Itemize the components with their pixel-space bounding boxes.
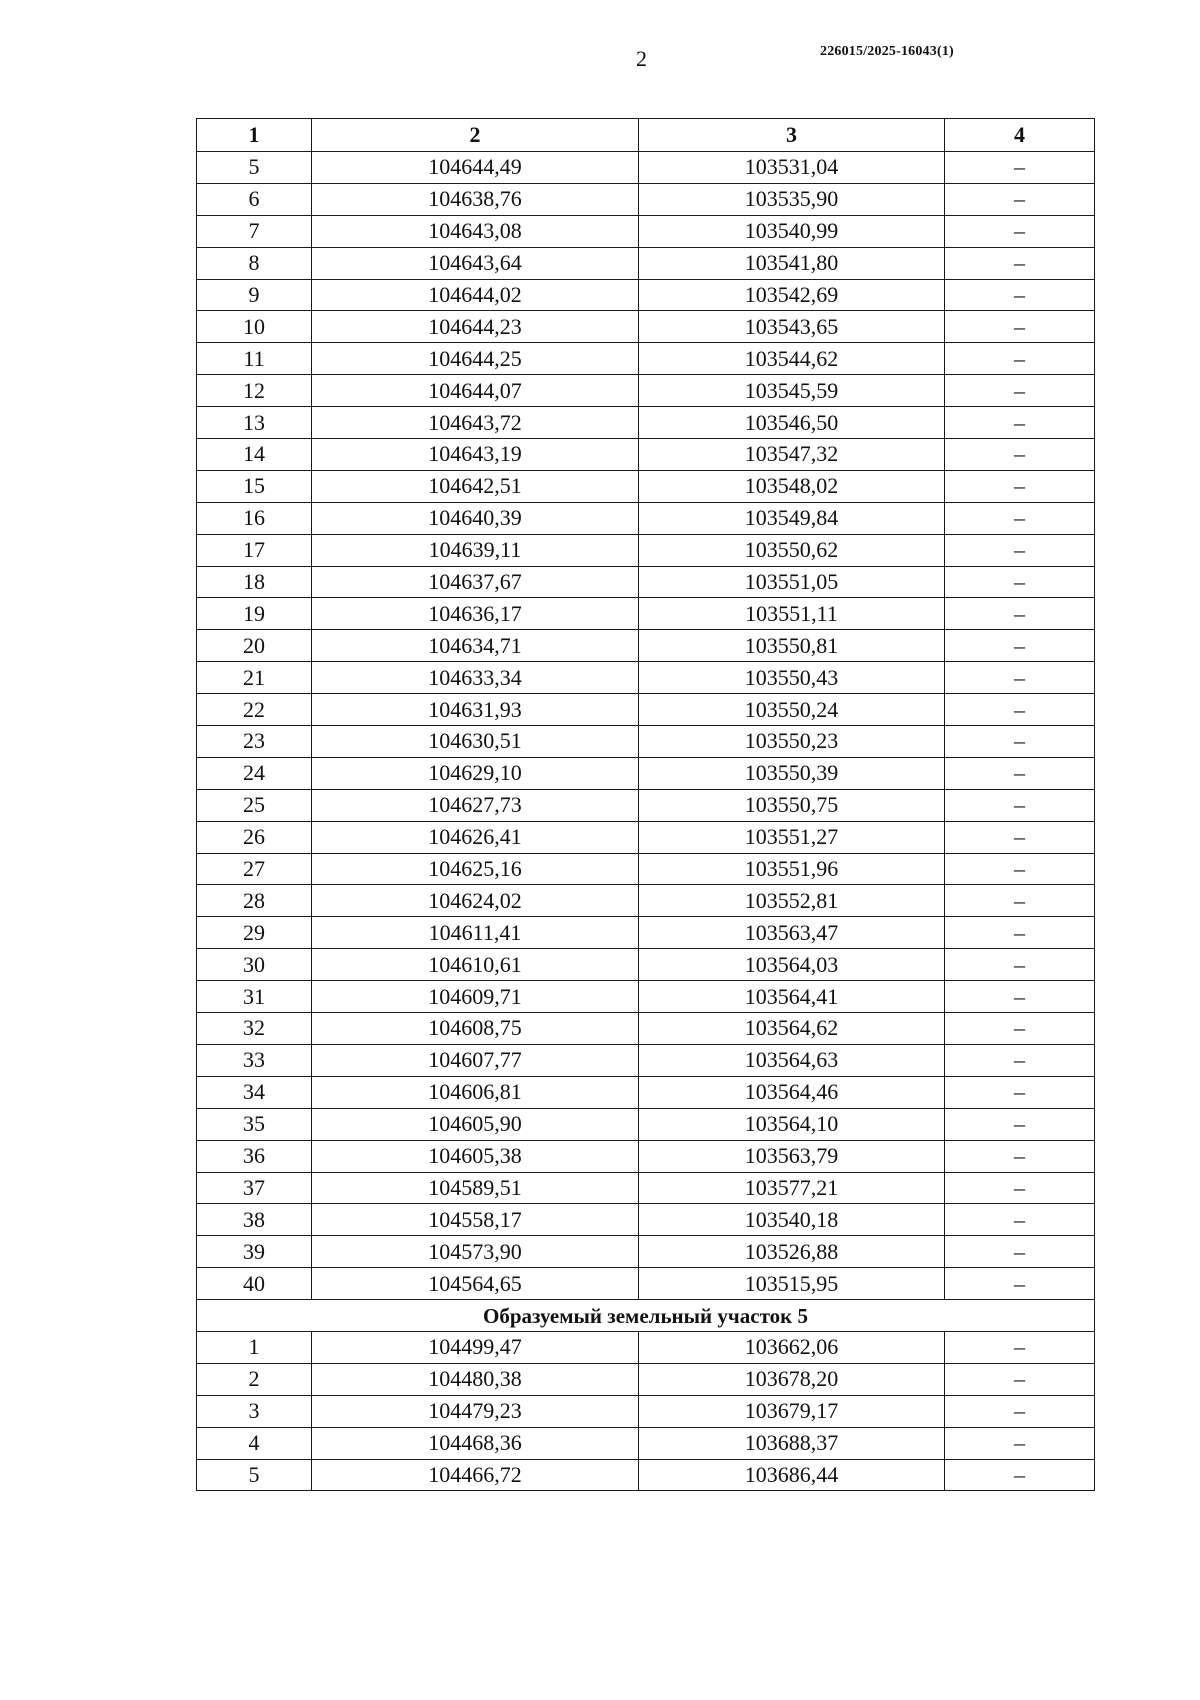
x-coordinate-cell: 104625,16 <box>312 853 639 885</box>
error-cell: – <box>945 1236 1095 1268</box>
x-coordinate-cell: 104630,51 <box>312 726 639 758</box>
point-number-cell: 8 <box>197 247 312 279</box>
point-number-cell: 39 <box>197 1236 312 1268</box>
y-coordinate-cell: 103548,02 <box>639 470 945 502</box>
table-row <box>197 1331 1095 1363</box>
y-coordinate-cell: 103688,37 <box>639 1427 945 1459</box>
table-row <box>197 630 1095 662</box>
error-cell: – <box>945 470 1095 502</box>
error-cell: – <box>945 566 1095 598</box>
error-cell: – <box>945 1331 1095 1363</box>
y-coordinate-cell: 103564,46 <box>639 1076 945 1108</box>
section-header-row <box>197 1300 1095 1332</box>
x-coordinate-cell: 104573,90 <box>312 1236 639 1268</box>
x-coordinate-cell: 104499,47 <box>312 1331 639 1363</box>
table-row <box>197 726 1095 758</box>
y-coordinate-cell: 103564,41 <box>639 981 945 1013</box>
y-coordinate-cell: 103564,63 <box>639 1044 945 1076</box>
table-row <box>197 1204 1095 1236</box>
table-row <box>197 949 1095 981</box>
y-coordinate-cell: 103549,84 <box>639 502 945 534</box>
y-coordinate-cell: 103543,65 <box>639 311 945 343</box>
error-cell: – <box>945 247 1095 279</box>
x-coordinate-cell: 104605,38 <box>312 1140 639 1172</box>
error-cell: – <box>945 662 1095 694</box>
point-number-cell: 18 <box>197 566 312 598</box>
y-coordinate-cell: 103551,96 <box>639 853 945 885</box>
point-number-cell: 36 <box>197 1140 312 1172</box>
point-number-cell: 29 <box>197 917 312 949</box>
error-cell: – <box>945 1363 1095 1395</box>
y-coordinate-cell: 103662,06 <box>639 1331 945 1363</box>
x-coordinate-cell: 104605,90 <box>312 1108 639 1140</box>
point-number-cell: 30 <box>197 949 312 981</box>
table-row <box>197 439 1095 471</box>
y-coordinate-cell: 103531,04 <box>639 152 945 184</box>
point-number-cell: 5 <box>197 1459 312 1491</box>
table-row <box>197 279 1095 311</box>
y-coordinate-cell: 103550,24 <box>639 694 945 726</box>
table-row <box>197 853 1095 885</box>
y-coordinate-cell: 103535,90 <box>639 183 945 215</box>
point-number-cell: 7 <box>197 215 312 247</box>
x-coordinate-cell: 104479,23 <box>312 1395 639 1427</box>
x-coordinate-cell: 104644,25 <box>312 343 639 375</box>
point-number-cell: 33 <box>197 1044 312 1076</box>
x-coordinate-cell: 104643,72 <box>312 407 639 439</box>
table-row <box>197 407 1095 439</box>
table-row <box>197 311 1095 343</box>
x-coordinate-cell: 104611,41 <box>312 917 639 949</box>
table-row <box>197 1140 1095 1172</box>
point-number-cell: 24 <box>197 757 312 789</box>
table-body <box>197 152 1095 1300</box>
point-number-cell: 27 <box>197 853 312 885</box>
y-coordinate-cell: 103552,81 <box>639 885 945 917</box>
point-number-cell: 22 <box>197 694 312 726</box>
error-cell: – <box>945 311 1095 343</box>
point-number-cell: 9 <box>197 279 312 311</box>
x-coordinate-cell: 104644,07 <box>312 375 639 407</box>
table-row <box>197 152 1095 184</box>
y-coordinate-cell: 103540,18 <box>639 1204 945 1236</box>
error-cell: – <box>945 630 1095 662</box>
y-coordinate-cell: 103526,88 <box>639 1236 945 1268</box>
point-number-cell: 15 <box>197 470 312 502</box>
y-coordinate-cell: 103550,75 <box>639 789 945 821</box>
section-title: Образуемый земельный участок 5 <box>197 1300 1095 1332</box>
x-coordinate-cell: 104643,64 <box>312 247 639 279</box>
error-cell: – <box>945 343 1095 375</box>
point-number-cell: 40 <box>197 1268 312 1300</box>
error-cell: – <box>945 726 1095 758</box>
x-coordinate-cell: 104627,73 <box>312 789 639 821</box>
error-cell: – <box>945 407 1095 439</box>
point-number-cell: 35 <box>197 1108 312 1140</box>
section-table-body <box>197 1331 1095 1490</box>
table-row <box>197 821 1095 853</box>
point-number-cell: 10 <box>197 311 312 343</box>
y-coordinate-cell: 103551,11 <box>639 598 945 630</box>
x-coordinate-cell: 104636,17 <box>312 598 639 630</box>
table-row <box>197 1076 1095 1108</box>
error-cell: – <box>945 439 1095 471</box>
error-cell: – <box>945 1013 1095 1045</box>
point-number-cell: 26 <box>197 821 312 853</box>
column-header-2: 2 <box>312 119 639 152</box>
x-coordinate-cell: 104626,41 <box>312 821 639 853</box>
y-coordinate-cell: 103551,05 <box>639 566 945 598</box>
table-row <box>197 917 1095 949</box>
y-coordinate-cell: 103540,99 <box>639 215 945 247</box>
error-cell: – <box>945 502 1095 534</box>
y-coordinate-cell: 103550,43 <box>639 662 945 694</box>
table-row <box>197 1459 1095 1491</box>
point-number-cell: 16 <box>197 502 312 534</box>
y-coordinate-cell: 103564,03 <box>639 949 945 981</box>
x-coordinate-cell: 104629,10 <box>312 757 639 789</box>
x-coordinate-cell: 104466,72 <box>312 1459 639 1491</box>
y-coordinate-cell: 103547,32 <box>639 439 945 471</box>
error-cell: – <box>945 1108 1095 1140</box>
x-coordinate-cell: 104480,38 <box>312 1363 639 1395</box>
error-cell: – <box>945 1172 1095 1204</box>
point-number-cell: 3 <box>197 1395 312 1427</box>
error-cell: – <box>945 598 1095 630</box>
point-number-cell: 13 <box>197 407 312 439</box>
y-coordinate-cell: 103678,20 <box>639 1363 945 1395</box>
table-row <box>197 1172 1095 1204</box>
x-coordinate-cell: 104631,93 <box>312 694 639 726</box>
point-number-cell: 34 <box>197 1076 312 1108</box>
x-coordinate-cell: 104644,49 <box>312 152 639 184</box>
point-number-cell: 6 <box>197 183 312 215</box>
error-cell: – <box>945 981 1095 1013</box>
error-cell: – <box>945 1076 1095 1108</box>
document-code: 226015/2025-16043(1) <box>820 44 954 59</box>
point-number-cell: 20 <box>197 630 312 662</box>
table-row <box>197 1044 1095 1076</box>
x-coordinate-cell: 104609,71 <box>312 981 639 1013</box>
table-row <box>197 789 1095 821</box>
x-coordinate-cell: 104643,19 <box>312 439 639 471</box>
error-cell: – <box>945 1044 1095 1076</box>
y-coordinate-cell: 103544,62 <box>639 343 945 375</box>
point-number-cell: 32 <box>197 1013 312 1045</box>
x-coordinate-cell: 104589,51 <box>312 1172 639 1204</box>
table-row <box>197 1236 1095 1268</box>
error-cell: – <box>945 1459 1095 1491</box>
x-coordinate-cell: 104644,23 <box>312 311 639 343</box>
y-coordinate-cell: 103550,62 <box>639 534 945 566</box>
point-number-cell: 38 <box>197 1204 312 1236</box>
column-header-4: 4 <box>945 119 1095 152</box>
x-coordinate-cell: 104644,02 <box>312 279 639 311</box>
y-coordinate-cell: 103563,47 <box>639 917 945 949</box>
table-row <box>197 183 1095 215</box>
x-coordinate-cell: 104564,65 <box>312 1268 639 1300</box>
error-cell: – <box>945 152 1095 184</box>
x-coordinate-cell: 104637,67 <box>312 566 639 598</box>
y-coordinate-cell: 103550,23 <box>639 726 945 758</box>
x-coordinate-cell: 104606,81 <box>312 1076 639 1108</box>
error-cell: – <box>945 1140 1095 1172</box>
point-number-cell: 11 <box>197 343 312 375</box>
y-coordinate-cell: 103550,39 <box>639 757 945 789</box>
y-coordinate-cell: 103563,79 <box>639 1140 945 1172</box>
y-coordinate-cell: 103545,59 <box>639 375 945 407</box>
point-number-cell: 17 <box>197 534 312 566</box>
point-number-cell: 31 <box>197 981 312 1013</box>
point-number-cell: 37 <box>197 1172 312 1204</box>
error-cell: – <box>945 1427 1095 1459</box>
y-coordinate-cell: 103679,17 <box>639 1395 945 1427</box>
table-row <box>197 662 1095 694</box>
y-coordinate-cell: 103550,81 <box>639 630 945 662</box>
x-coordinate-cell: 104633,34 <box>312 662 639 694</box>
x-coordinate-cell: 104643,08 <box>312 215 639 247</box>
point-number-cell: 28 <box>197 885 312 917</box>
y-coordinate-cell: 103551,27 <box>639 821 945 853</box>
point-number-cell: 2 <box>197 1363 312 1395</box>
error-cell: – <box>945 183 1095 215</box>
table-row <box>197 885 1095 917</box>
error-cell: – <box>945 821 1095 853</box>
table-row <box>197 1013 1095 1045</box>
error-cell: – <box>945 1395 1095 1427</box>
point-number-cell: 5 <box>197 152 312 184</box>
table-row <box>197 1268 1095 1300</box>
table-row <box>197 247 1095 279</box>
column-header-3: 3 <box>639 119 945 152</box>
table-row <box>197 981 1095 1013</box>
error-cell: – <box>945 534 1095 566</box>
error-cell: – <box>945 949 1095 981</box>
point-number-cell: 4 <box>197 1427 312 1459</box>
point-number-cell: 23 <box>197 726 312 758</box>
y-coordinate-cell: 103577,21 <box>639 1172 945 1204</box>
error-cell: – <box>945 1268 1095 1300</box>
point-number-cell: 1 <box>197 1331 312 1363</box>
table-row <box>197 534 1095 566</box>
y-coordinate-cell: 103564,62 <box>639 1013 945 1045</box>
x-coordinate-cell: 104607,77 <box>312 1044 639 1076</box>
error-cell: – <box>945 789 1095 821</box>
error-cell: – <box>945 757 1095 789</box>
x-coordinate-cell: 104558,17 <box>312 1204 639 1236</box>
table-row <box>197 375 1095 407</box>
point-number-cell: 12 <box>197 375 312 407</box>
table-row <box>197 470 1095 502</box>
error-cell: – <box>945 1204 1095 1236</box>
x-coordinate-cell: 104608,75 <box>312 1013 639 1045</box>
column-header-1: 1 <box>197 119 312 152</box>
table-row <box>197 502 1095 534</box>
point-number-cell: 21 <box>197 662 312 694</box>
x-coordinate-cell: 104638,76 <box>312 183 639 215</box>
table-row <box>197 694 1095 726</box>
section-header-body <box>197 1300 1095 1332</box>
table-row <box>197 215 1095 247</box>
error-cell: – <box>945 885 1095 917</box>
coordinates-table <box>196 118 1095 1491</box>
x-coordinate-cell: 104634,71 <box>312 630 639 662</box>
y-coordinate-cell: 103686,44 <box>639 1459 945 1491</box>
y-coordinate-cell: 103515,95 <box>639 1268 945 1300</box>
error-cell: – <box>945 917 1095 949</box>
table-row <box>197 566 1095 598</box>
error-cell: – <box>945 694 1095 726</box>
error-cell: – <box>945 853 1095 885</box>
x-coordinate-cell: 104640,39 <box>312 502 639 534</box>
x-coordinate-cell: 104639,11 <box>312 534 639 566</box>
table-row <box>197 1363 1095 1395</box>
table-row <box>197 343 1095 375</box>
point-number-cell: 19 <box>197 598 312 630</box>
y-coordinate-cell: 103564,10 <box>639 1108 945 1140</box>
y-coordinate-cell: 103541,80 <box>639 247 945 279</box>
error-cell: – <box>945 215 1095 247</box>
table-row <box>197 598 1095 630</box>
error-cell: – <box>945 375 1095 407</box>
table-header-row <box>197 119 1095 152</box>
error-cell: – <box>945 279 1095 311</box>
x-coordinate-cell: 104610,61 <box>312 949 639 981</box>
point-number-cell: 14 <box>197 439 312 471</box>
y-coordinate-cell: 103546,50 <box>639 407 945 439</box>
table-row <box>197 757 1095 789</box>
page-number: 2 <box>636 46 647 71</box>
table-row <box>197 1108 1095 1140</box>
point-number-cell: 25 <box>197 789 312 821</box>
x-coordinate-cell: 104468,36 <box>312 1427 639 1459</box>
x-coordinate-cell: 104624,02 <box>312 885 639 917</box>
y-coordinate-cell: 103542,69 <box>639 279 945 311</box>
table-row <box>197 1395 1095 1427</box>
x-coordinate-cell: 104642,51 <box>312 470 639 502</box>
table-row <box>197 1427 1095 1459</box>
